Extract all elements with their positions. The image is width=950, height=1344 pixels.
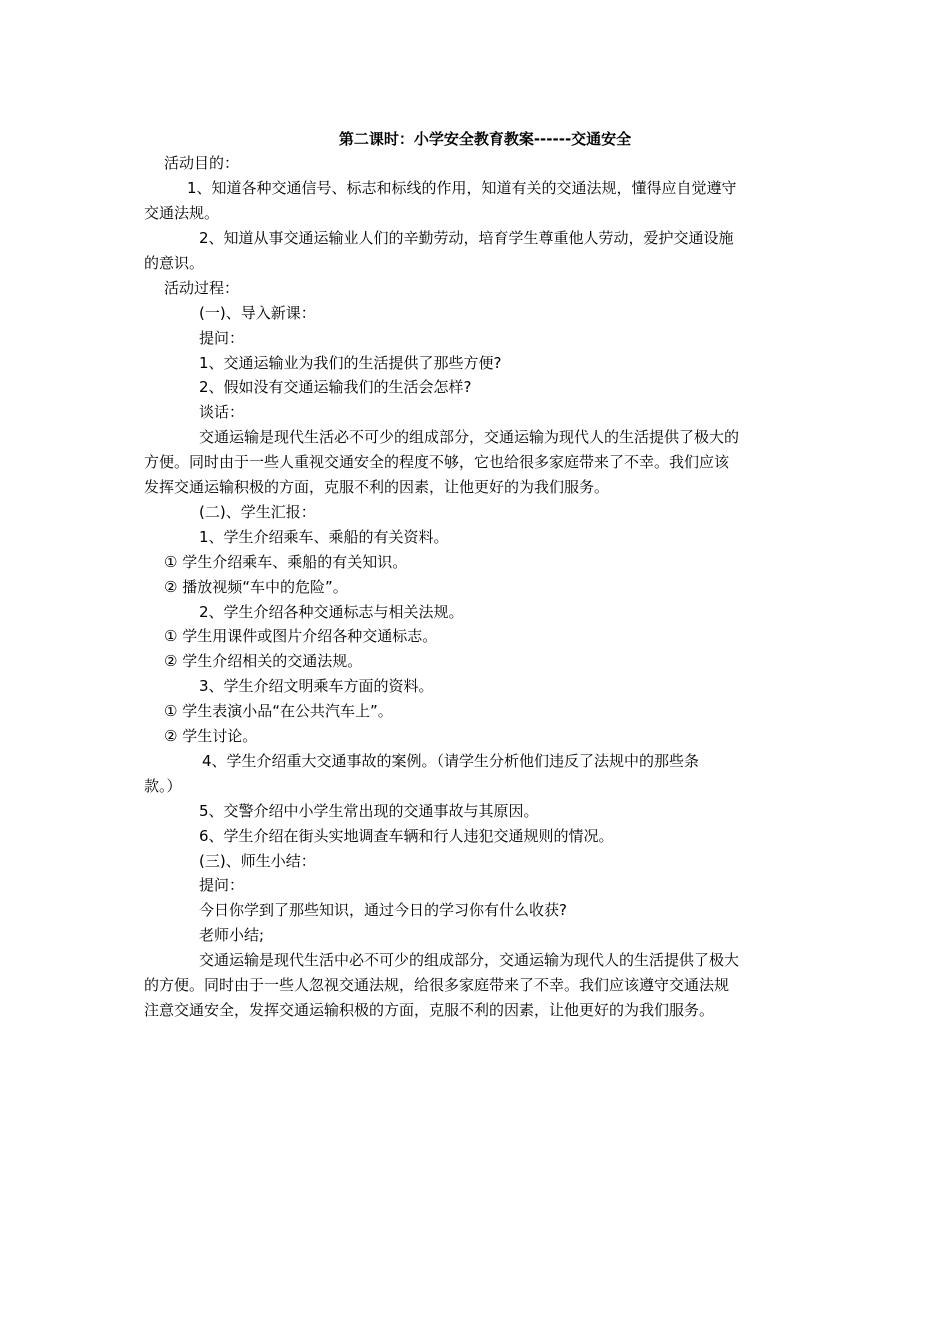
text-line: 活动目的： [164, 154, 240, 172]
text-line: 1、学生介绍乘车、乘船的有关资料。 [199, 528, 449, 546]
text-line: ① 学生介绍乘车、乘船的有关知识。 [164, 553, 408, 571]
text-line: (三)、师生小结： [199, 852, 316, 870]
text-line: 方便。同时由于一些人重视交通安全的程度不够，它也给很多家庭带来了不幸。我们应该 [144, 453, 730, 471]
text-line: ② 播放视频“车中的危险”。 [164, 578, 348, 596]
text-line: 交通运输是现代生活必不可少的组成部分，交通运输为现代人的生活提供了极大的 [199, 428, 740, 446]
text-line: (一)、导入新课： [199, 304, 316, 322]
text-line: 3、学生介绍文明乘车方面的资料。 [199, 677, 434, 695]
text-line: ① 学生表演小品“在公共汽车上”。 [164, 702, 393, 720]
text-line: 5、交警介绍中小学生常出现的交通事故与其原因。 [199, 802, 539, 820]
text-line: 交通运输是现代生活中必不可少的组成部分，交通运输为现代人的生活提供了极大 [199, 951, 740, 969]
text-line: 交通法规。 [144, 204, 220, 222]
text-line: 提问： [199, 329, 245, 347]
text-line: ① 学生用课件或图片介绍各种交通标志。 [164, 627, 438, 645]
text-line: 4、学生介绍重大交通事故的案例。（请学生分析他们违反了法规中的那些条 [202, 752, 700, 770]
text-line: 2、假如没有交通运输我们的生活会怎样? [199, 378, 472, 396]
text-line: 提问： [199, 876, 245, 894]
text-line: 2、学生介绍各种交通标志与相关法规。 [199, 603, 464, 621]
text-line: 1、交通运输业为我们的生活提供了那些方便? [199, 354, 502, 372]
text-line: 发挥交通运输积极的方面，克服不利的因素，让他更好的为我们服务。 [144, 478, 610, 496]
text-line: 款。） [144, 777, 182, 795]
text-line: 的意识。 [144, 254, 205, 272]
text-line: 注意交通安全，发挥交通运输积极的方面，克服不利的因素，让他更好的为我们服务。 [144, 1001, 715, 1019]
text-line: ② 学生介绍相关的交通法规。 [164, 652, 363, 670]
text-line: 活动过程： [164, 279, 240, 297]
text-line: ② 学生讨论。 [164, 727, 258, 745]
text-line: 6、学生介绍在街头实地调查车辆和行人违犯交通规则的情况。 [199, 827, 614, 845]
text-line: 今日你学到了那些知识，通过今日的学习你有什么收获? [199, 901, 567, 919]
text-line: 的方便。同时由于一些人忽视交通法规，给很多家庭带来了不幸。我们应该遵守交通法规 [144, 976, 730, 994]
document-title: 第二课时：小学安全教育教案------交通安全 [338, 130, 632, 148]
text-line: 1、知道各种交通信号、标志和标线的作用，知道有关的交通法规，懂得应自觉遵守 [187, 179, 737, 197]
text-line: 2、知道从事交通运输业人们的辛勤劳动，培育学生尊重他人劳动，爱护交通设施 [199, 229, 734, 247]
text-line: (二)、学生汇报： [199, 503, 316, 521]
text-line: 老师小结; [199, 926, 265, 944]
text-line: 谈话： [199, 403, 245, 421]
